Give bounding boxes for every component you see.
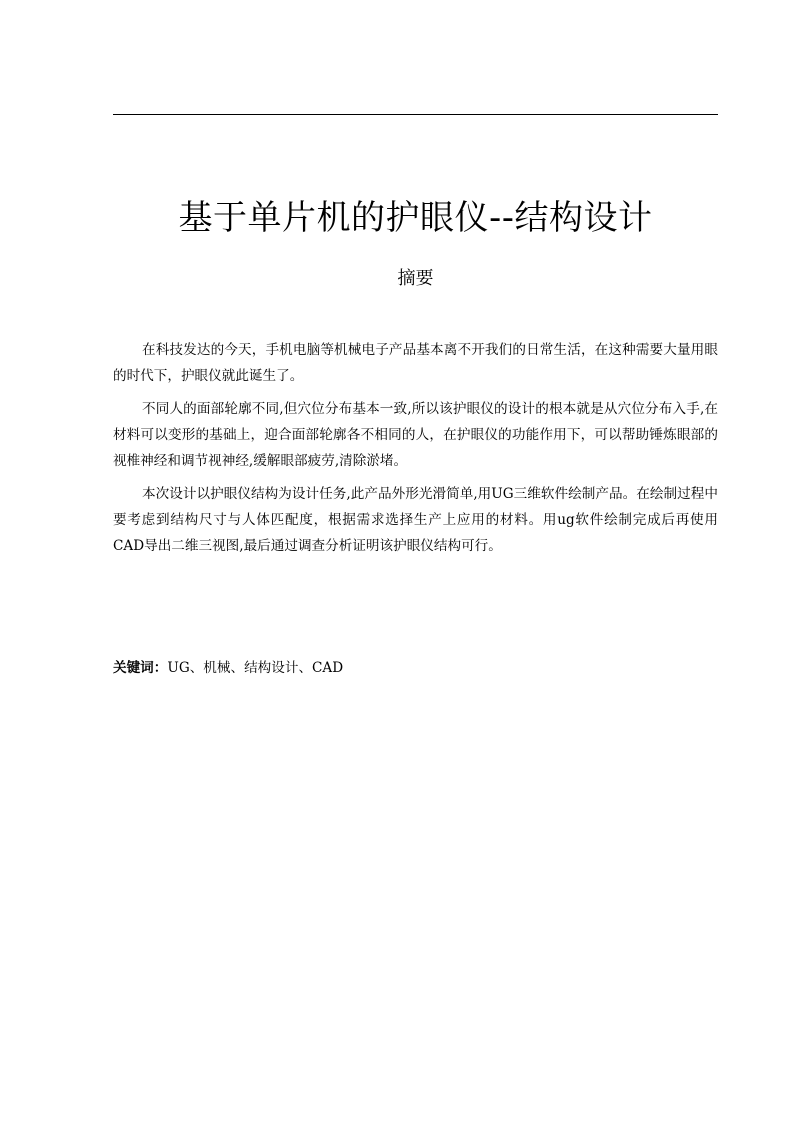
abstract-body (113, 337, 718, 566)
abstract-heading: 摘要 (397, 268, 434, 289)
header-rule (113, 114, 718, 115)
abstract-paragraph-3: 本次设计以护眼仪结构为设计任务,此产品外形光滑简单,用UG三维软件绘制产品。在绘制过程中要考虑到结构尺寸与人体匹配度，根据需求选择生产上应用的材料。用ug软件绘制完成后再使用CAD导出二维三视图,最后通过调查分析证明该护眼仪结构可行。 (113, 486, 718, 554)
document-title: 基于单片机的护眼仪--结构设计 (178, 198, 653, 238)
abstract-paragraph-1: 在科技发达的今天，手机电脑等机械电子产品基本离不开我们的日常生活，在这种需要大量用眼的时代下，护眼仪就此诞生了。 (113, 342, 718, 384)
keywords-line (113, 655, 718, 681)
keywords-label: 关键词： (113, 660, 168, 676)
abstract-paragraph-2: 不同人的面部轮廓不同,但穴位分布基本一致,所以该护眼仪的设计的根本就是从穴位分布入手,在材料可以变形的基础上，迎合面部轮廓各不相同的人，在护眼仪的功能作用下，可以帮助锤炼眼部的视椎神经和调节视神经,缓解眼部疲劳,清除淤堵。 (113, 401, 718, 469)
keywords-value: UG、机械、结构设计、CAD (167, 660, 344, 676)
